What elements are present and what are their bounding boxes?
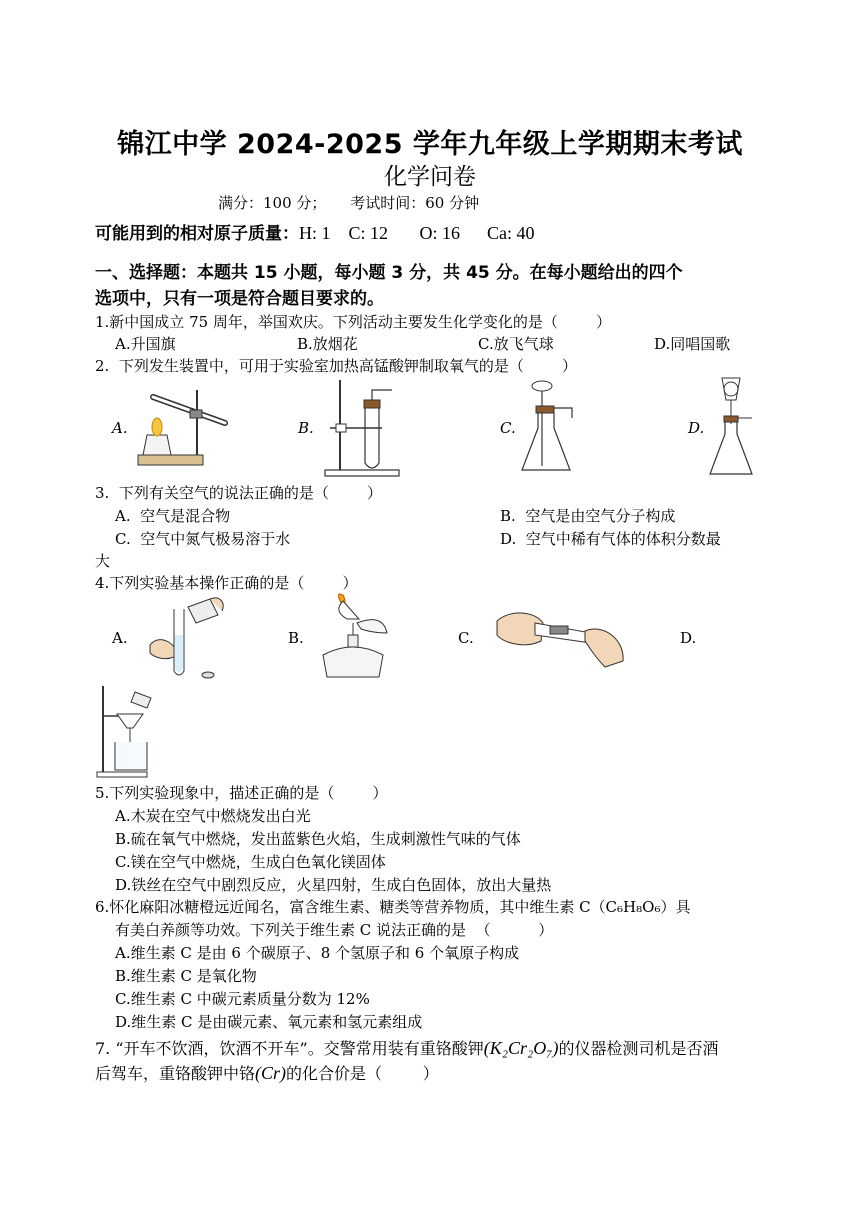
question-3-option-c: C. 空气中氮气极易溶于水 (115, 530, 291, 548)
atomic-mass-line (95, 219, 535, 244)
operation-a-figure (148, 595, 228, 680)
exam-title: 锦江中学 2024-2025 学年九年级上学期期末考试 (117, 129, 743, 160)
question-4-stem: 4.下列实验基本操作正确的是（ ） (95, 574, 358, 592)
question-6-option-a: A.维生素 C 是由 6 个碳原子、8 个氢原子和 6 个氧原子构成 (115, 944, 520, 962)
score-info: 满分：100 分； (218, 194, 327, 212)
section-heading-line1: 一、选择题：本题共 15 小题，每小题 3 分，共 45 分。在每小题给出的四个 (95, 263, 683, 283)
question-6-stem-line1: 6.怀化麻阳冰糖橙远近闻名，富含维生素、糖类等营养物质，其中维生素 C（C₆H₈O₆）具 (95, 898, 691, 916)
question-4-option-d: D. (680, 629, 697, 647)
question-7-text-d: 的化合价是（ ） (286, 1064, 439, 1083)
question-7-line1 (95, 1036, 719, 1059)
question-3-stem: 3. 下列有关空气的说法正确的是（ ） (95, 484, 382, 502)
operation-d-figure (95, 684, 160, 779)
question-4-option-a: A. (112, 629, 128, 647)
question-4-option-c: C. (458, 629, 474, 647)
question-2-stem: 2. 下列发生装置中，可用于实验室加热高锰酸钾制取氧气的是（ ） (95, 357, 577, 375)
question-6-option-b: B.维生素 C 是氧化物 (115, 967, 257, 985)
apparatus-c-figure (518, 378, 578, 478)
question-3-option-d-cont: 大 (95, 552, 111, 570)
question-1-option-d: D.同唱国歌 (654, 335, 731, 353)
question-2-option-c: C. (500, 419, 516, 437)
question-7-text-c: 后驾车，重铬酸钾中铬 (95, 1064, 256, 1083)
atomic-mass-values: H: 1 C: 12 O: 16 Ca: 40 (299, 223, 535, 243)
chromium-symbol: (Cr) (255, 1063, 287, 1083)
question-6-option-c: C.维生素 C 中碳元素质量分数为 12% (115, 990, 370, 1008)
apparatus-a-figure (135, 385, 235, 470)
question-1-option-a: A.升国旗 (115, 335, 176, 353)
operation-c-figure (495, 601, 630, 673)
question-2-option-a: A. (112, 419, 128, 437)
question-5-stem: 5.下列实验现象中，描述正确的是（ ） (95, 784, 388, 802)
question-1-stem: 1.新中国成立 75 周年，举国欢庆。下列活动主要发生化学变化的是（ ） (95, 313, 612, 331)
question-5-option-c: C.镁在空气中燃烧，生成白色氧化镁固体 (115, 853, 386, 871)
apparatus-b-figure (322, 378, 402, 478)
section-heading-line2: 选项中，只有一项是符合题目要求的。 (95, 289, 384, 309)
question-6-option-d: D.维生素 C 是由碳元素、氧元素和氢元素组成 (115, 1013, 423, 1031)
question-5-option-a: A.木炭在空气中燃烧发出白光 (115, 807, 311, 825)
operation-b-figure (313, 593, 393, 683)
question-1-option-b: B.放烟花 (297, 335, 358, 353)
question-4-option-b: B. (288, 629, 304, 647)
question-3-option-a: A. 空气是混合物 (115, 507, 231, 525)
question-2-option-d: D. (688, 419, 705, 437)
question-3-option-b: B. 空气是由空气分子构成 (500, 507, 676, 525)
exam-subtitle: 化学问卷 (384, 164, 476, 190)
question-1-option-c: C.放飞气球 (478, 335, 554, 353)
question-6-stem-line2: 有美白养颜等功效。下列关于维生素 C 说法正确的是 （ ） (115, 921, 554, 939)
question-3-option-d: D. 空气中稀有气体的体积分数最 (500, 530, 721, 548)
atomic-mass-label: 可能用到的相对原子质量： (95, 224, 299, 244)
question-5-option-d: D.铁丝在空气中剧烈反应，火星四射，生成白色固体，放出大量热 (115, 876, 552, 894)
question-7-text-a: 7. “开车不饮酒，饮酒不开车”。交警常用装有重铬酸钾 (95, 1039, 484, 1058)
potassium-dichromate-formula: (K₂Cr₂O₇) (483, 1038, 559, 1058)
exam-meta (218, 192, 479, 213)
question-2-option-b: B. (298, 419, 314, 437)
question-5-option-b: B.硫在氧气中燃烧，发出蓝紫色火焰，生成刺激性气味的气体 (115, 830, 521, 848)
time-info: 考试时间：60 分钟 (350, 194, 480, 212)
apparatus-d-figure (706, 374, 756, 478)
question-7-line2 (95, 1061, 439, 1084)
question-7-text-b: 的仪器检测司机是否酒 (558, 1039, 719, 1058)
